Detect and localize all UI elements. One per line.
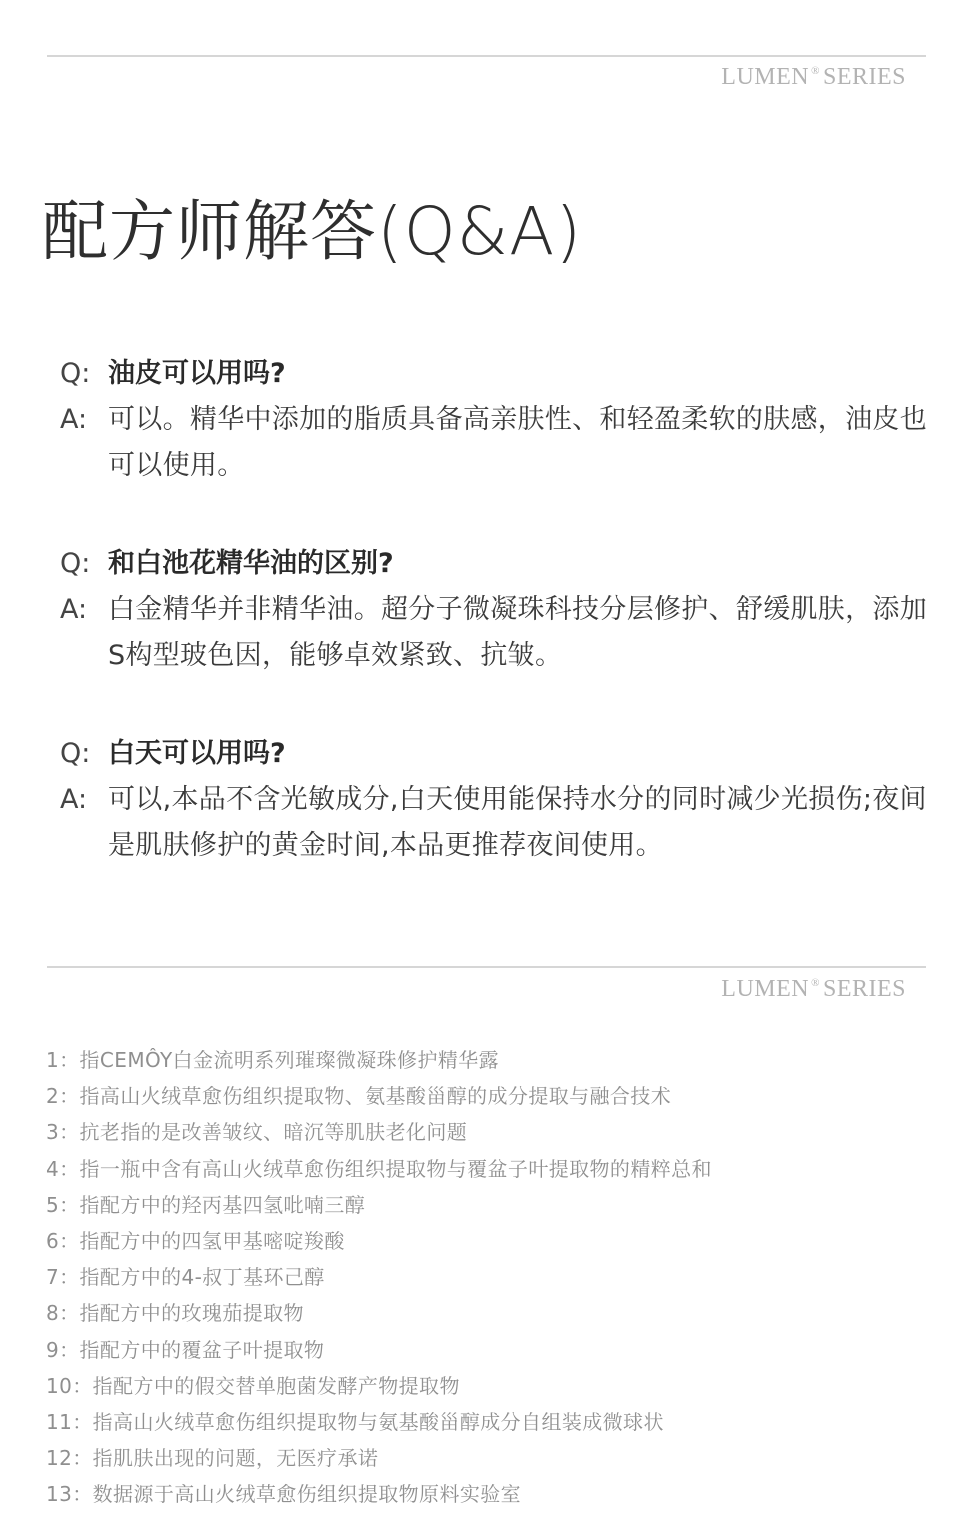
footnote-item: 2：指高山火绒草愈伤组织提取物、氨基酸甾醇的成分提取与融合技术 (46, 1084, 672, 1109)
question-row (60, 541, 930, 587)
footnote-item: 11：指高山火绒草愈伤组织提取物与氨基酸甾醇成分自组装成微球状 (46, 1410, 664, 1435)
question-row (60, 731, 930, 777)
top-divider (47, 55, 926, 57)
question-row (60, 351, 930, 397)
footnote-item: 5：指配方中的羟丙基四氢吡喃三醇 (46, 1192, 366, 1217)
footnote-item: 4：指一瓶中含有高山火绒草愈伤组织提取物与覆盆子叶提取物的精粹总和 (46, 1156, 712, 1181)
brand-logo-top (721, 64, 906, 91)
footnote-item: 6：指配方中的四氢甲基嘧啶羧酸 (46, 1229, 345, 1254)
brand-logo-bottom (721, 976, 906, 1003)
answer-row (60, 777, 930, 869)
answer-tag: A: (60, 594, 88, 625)
answer-text: 可以。精华中添加的脂质具备高亲肤性、和轻盈柔软的肤感，油皮也可以使用。 (108, 404, 927, 481)
registered-mark: ® (811, 977, 820, 989)
page-title: 配方师解答(Q&A) (42, 193, 583, 270)
answer-tag: A: (60, 404, 88, 435)
registered-mark: ® (811, 65, 820, 77)
answer-row (60, 397, 930, 489)
qa-item-2 (60, 541, 930, 679)
brand-name: LUMEN (721, 64, 810, 90)
brand-series: SERIES (822, 64, 906, 90)
question-text: 油皮可以用吗? (108, 358, 286, 389)
brand-name: LUMEN (721, 976, 810, 1002)
brand-series: SERIES (822, 976, 906, 1002)
question-text: 白天可以用吗? (108, 738, 286, 769)
question-tag: Q: (60, 358, 91, 389)
answer-text: 白金精华并非精华油。超分子微凝珠科技分层修护、舒缓肌肤，添加S构型玻色因，能够卓效紧致、抗皱。 (108, 594, 927, 671)
question-tag: Q: (60, 548, 91, 579)
footnote-item: 9：指配方中的覆盆子叶提取物 (46, 1337, 325, 1362)
footnote-item: 8：指配方中的玫瑰茄提取物 (46, 1301, 304, 1326)
footnote-item: 1：指CEMÔY白金流明系列璀璨微凝珠修护精华露 (46, 1048, 500, 1072)
qa-item-3 (60, 731, 930, 869)
footnote-item: 13：数据源于高山火绒草愈伤组织提取物原料实验室 (46, 1482, 522, 1507)
footnote-item: 10：指配方中的假交替单胞菌发酵产物提取物 (46, 1373, 460, 1398)
middle-divider (47, 966, 926, 968)
answer-text: 可以,本品不含光敏成分,白天使用能保持水分的同时减少光损伤;夜间是肌肤修护的黄金时间,本品更推荐夜间使用。 (108, 784, 927, 861)
footnotes-list (46, 1042, 926, 1513)
answer-row (60, 587, 930, 679)
footnote-item: 12：指肌肤出现的问题，无医疗承诺 (46, 1446, 379, 1471)
footnote-item: 7：指配方中的4-叔丁基环己醇 (46, 1265, 325, 1290)
footnote-item: 3：抗老指的是改善皱纹、暗沉等肌肤老化问题 (46, 1120, 468, 1145)
question-tag: Q: (60, 738, 91, 769)
answer-tag: A: (60, 784, 88, 815)
qa-item-1 (60, 351, 930, 489)
question-text: 和白池花精华油的区别? (108, 548, 394, 579)
